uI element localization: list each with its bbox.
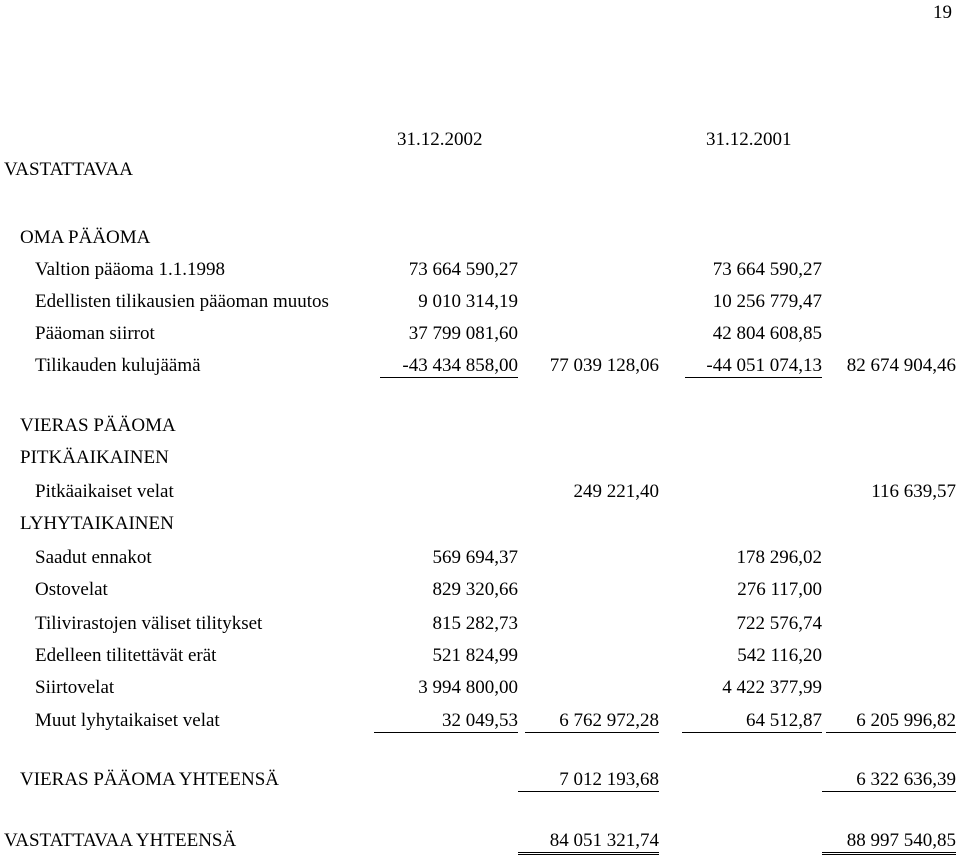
short-term-row-label: Saadut ennakot xyxy=(35,547,152,568)
section-title: VASTATTAVAA xyxy=(4,159,133,180)
equity-row-label: Valtion pääoma 1.1.1998 xyxy=(35,259,225,280)
short-term-row-value-2001: 276 117,00 xyxy=(737,579,822,600)
short-term-row-value-2002: 3 994 800,00 xyxy=(418,677,518,698)
short-term-total-2001: 6 205 996,82 xyxy=(826,710,956,733)
equity-row-value-2001: 10 256 779,47 xyxy=(712,291,822,312)
short-term-row-label: Muut lyhytaikaiset velat xyxy=(35,710,220,731)
equity-row-value-2002: -43 434 858,00 xyxy=(380,355,518,378)
equity-row-label: Tilikauden kulujäämä xyxy=(35,355,201,376)
liabilities-heading: VIERAS PÄÄOMA xyxy=(20,415,176,436)
page-number: 19 xyxy=(933,2,952,23)
short-term-row-value-2002: 569 694,37 xyxy=(432,547,518,568)
short-term-row-label: Tilivirastojen väliset tilitykset xyxy=(35,613,263,634)
long-term-total-2002: 249 221,40 xyxy=(573,481,659,502)
short-term-row-value-2001: 542 116,20 xyxy=(737,645,822,666)
equity-row-value-2002: 9 010 314,19 xyxy=(418,291,518,312)
short-term-row-value-2001: 722 576,74 xyxy=(736,613,822,634)
liabilities-total-2002: 7 012 193,68 xyxy=(518,769,659,792)
short-term-heading: LYHYTAIKAINEN xyxy=(20,513,174,534)
equity-row-value-2001: 73 664 590,27 xyxy=(712,259,822,280)
equity-row-value-2002: 37 799 081,60 xyxy=(408,323,518,344)
short-term-row-value-2002: 829 320,66 xyxy=(432,579,518,600)
short-term-total-2002: 6 762 972,28 xyxy=(525,710,659,733)
equity-row-label: Edellisten tilikausien pääoman muutos xyxy=(35,291,329,312)
grand-total-2001: 88 997 540,85 xyxy=(822,830,956,855)
grand-total-2002: 84 051 321,74 xyxy=(518,830,659,855)
short-term-row-label: Ostovelat xyxy=(35,579,108,600)
equity-total-2002: 77 039 128,06 xyxy=(549,355,659,376)
liabilities-total-2001: 6 322 636,39 xyxy=(822,769,956,792)
liabilities-total-label: VIERAS PÄÄOMA YHTEENSÄ xyxy=(20,769,279,790)
equity-row-value-2002: 73 664 590,27 xyxy=(408,259,518,280)
short-term-row-label: Edelleen tilitettävät erät xyxy=(35,645,217,666)
short-term-row-value-2001: 4 422 377,99 xyxy=(722,677,822,698)
column-header-2001: 31.12.2001 xyxy=(706,129,792,150)
equity-row-value-2001: -44 051 074,13 xyxy=(685,355,822,378)
short-term-row-value-2002: 815 282,73 xyxy=(432,613,518,634)
column-header-2002: 31.12.2002 xyxy=(397,129,483,150)
short-term-row-value-2002: 32 049,53 xyxy=(374,710,518,733)
short-term-row-value-2001: 178 296,02 xyxy=(736,547,822,568)
equity-row-label: Pääoman siirrot xyxy=(35,323,155,344)
short-term-row-label: Siirtovelat xyxy=(35,677,115,698)
long-term-row-label: Pitkäaikaiset velat xyxy=(35,481,174,502)
equity-row-value-2001: 42 804 608,85 xyxy=(712,323,822,344)
short-term-row-value-2002: 521 824,99 xyxy=(432,645,518,666)
long-term-total-2001: 116 639,57 xyxy=(871,481,956,502)
equity-total-2001: 82 674 904,46 xyxy=(846,355,956,376)
equity-heading: OMA PÄÄOMA xyxy=(20,227,151,248)
long-term-heading: PITKÄAIKAINEN xyxy=(20,447,169,468)
short-term-row-value-2001: 64 512,87 xyxy=(682,710,822,733)
grand-total-label: VASTATTAVAA YHTEENSÄ xyxy=(4,830,237,851)
